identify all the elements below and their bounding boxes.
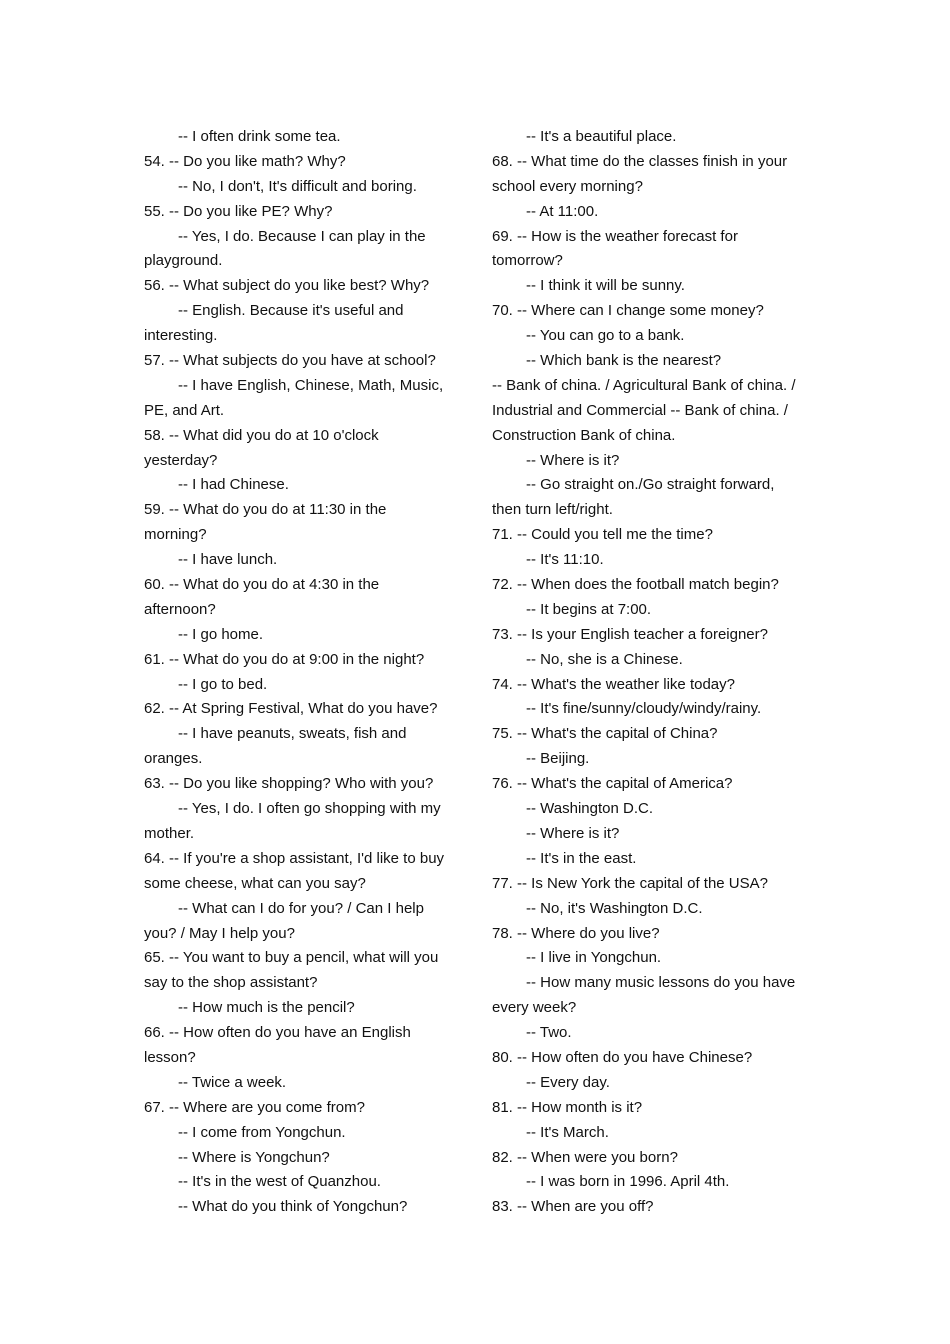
- text-line: 55. -- Do you like PE? Why?: [144, 202, 333, 220]
- text-line: 81. -- How month is it?: [492, 1098, 643, 1116]
- text-line: 64. -- If you're a shop assistant, I'd like to buy: [144, 849, 445, 867]
- text-line: 83. -- When are you off?: [492, 1198, 654, 1216]
- text-line: 74. -- What's the weather like today?: [492, 675, 735, 693]
- text-line: -- I go home.: [178, 625, 264, 643]
- text-line: -- English. Because it's useful and: [178, 302, 404, 320]
- text-line: 76. -- What's the capital of America?: [492, 775, 733, 793]
- text-line: -- It's 11:10.: [526, 551, 604, 569]
- text-line: 80. -- How often do you have Chinese?: [492, 1048, 753, 1066]
- text-line: -- Twice a week.: [178, 1073, 287, 1091]
- text-line: 57. -- What subjects do you have at school?: [144, 352, 436, 370]
- text-line: oranges.: [144, 750, 203, 768]
- text-line: -- Bank of china. / Agricultural Bank of china. /: [492, 376, 796, 394]
- text-line: -- It begins at 7:00.: [526, 600, 652, 618]
- text-line: 78. -- Where do you live?: [492, 924, 660, 942]
- text-line: 56. -- What subject do you like best? Why?: [144, 277, 430, 295]
- text-line: -- Beijing.: [526, 750, 590, 768]
- text-line: 63. -- Do you like shopping? Who with you?: [144, 775, 434, 793]
- text-line: PE, and Art.: [144, 401, 225, 419]
- text-line: -- I have lunch.: [178, 551, 278, 569]
- text-line: 77. -- Is New York the capital of the USA?: [492, 874, 768, 892]
- text-line: -- No, it's Washington D.C.: [526, 899, 703, 917]
- text-line: -- I was born in 1996. April 4th.: [526, 1173, 730, 1191]
- text-line: -- I have English, Chinese, Math, Music,: [178, 376, 444, 394]
- text-line: yesterday?: [144, 451, 218, 469]
- text-line: 68. -- What time do the classes finish in your: [492, 152, 788, 170]
- text-line: -- No, she is a Chinese.: [526, 650, 683, 668]
- text-line: tomorrow?: [492, 252, 563, 270]
- text-line: -- How many music lessons do you have: [526, 974, 796, 992]
- text-line: 67. -- Where are you come from?: [144, 1098, 365, 1116]
- text-line: -- Yes, I do. I often go shopping with my: [178, 800, 441, 818]
- text-line: school every morning?: [492, 177, 643, 195]
- text-line: -- Which bank is the nearest?: [526, 352, 722, 370]
- text-line: 60. -- What do you do at 4:30 in the: [144, 576, 380, 594]
- text-line: you? / May I help you?: [144, 924, 295, 942]
- text-line: 61. -- What do you do at 9:00 in the night?: [144, 650, 425, 668]
- text-line: -- Washington D.C.: [526, 800, 653, 818]
- text-line: -- It's a beautiful place.: [526, 128, 677, 145]
- text-line: -- It's fine/sunny/cloudy/windy/rainy.: [526, 700, 762, 718]
- text-line: 82. -- When were you born?: [492, 1148, 678, 1166]
- text-line: 66. -- How often do you have an English: [144, 1024, 411, 1042]
- text-line: -- You can go to a bank.: [526, 327, 685, 345]
- text-line: -- Every day.: [526, 1073, 610, 1091]
- text-line: lesson?: [144, 1048, 196, 1066]
- text-line: say to the shop assistant?: [144, 974, 318, 992]
- text-line: 69. -- How is the weather forecast for: [492, 227, 738, 245]
- text-line: then turn left/right.: [492, 501, 613, 519]
- text-line: 71. -- Could you tell me the time?: [492, 526, 713, 544]
- text-line: 72. -- When does the football match begin?: [492, 576, 779, 594]
- text-line: -- Where is it?: [526, 451, 620, 469]
- text-line: -- What can I do for you? / Can I help: [178, 899, 424, 917]
- text-line: 73. -- Is your English teacher a foreigner?: [492, 625, 768, 643]
- left-text-column: [144, 125, 464, 1220]
- text-line: -- I had Chinese.: [178, 476, 289, 494]
- text-line: some cheese, what can you say?: [144, 874, 366, 892]
- text-line: mother.: [144, 824, 195, 842]
- text-line: -- Where is Yongchun?: [178, 1148, 330, 1166]
- text-line: 54. -- Do you like math? Why?: [144, 152, 346, 170]
- text-line: -- It's March.: [526, 1123, 609, 1141]
- text-line: 62. -- At Spring Festival, What do you have?: [144, 700, 438, 718]
- text-line: -- Yes, I do. Because I can play in the: [178, 227, 426, 245]
- text-line: -- It's in the east.: [526, 849, 637, 867]
- text-line: -- I think it will be sunny.: [526, 277, 685, 295]
- text-line: -- No, I don't, It's difficult and boring.: [178, 177, 417, 195]
- text-line: 59. -- What do you do at 11:30 in the: [144, 501, 387, 519]
- text-line: Construction Bank of china.: [492, 426, 676, 444]
- text-line: interesting.: [144, 327, 218, 345]
- text-line: 58. -- What did you do at 10 o'clock: [144, 426, 379, 444]
- text-line: 75. -- What's the capital of China?: [492, 725, 718, 743]
- text-line: -- I go to bed.: [178, 675, 268, 693]
- text-line: playground.: [144, 252, 223, 270]
- text-line: -- Where is it?: [526, 824, 620, 842]
- text-line: -- I come from Yongchun.: [178, 1123, 346, 1141]
- text-line: -- It's in the west of Quanzhou.: [178, 1173, 381, 1191]
- text-line: 65. -- You want to buy a pencil, what will you: [144, 949, 439, 967]
- text-line: -- I have peanuts, sweats, fish and: [178, 725, 407, 743]
- text-line: -- How much is the pencil?: [178, 999, 355, 1017]
- text-line: -- At 11:00.: [526, 202, 599, 220]
- text-line: -- What do you think of Yongchun?: [178, 1198, 408, 1216]
- text-line: every week?: [492, 999, 577, 1017]
- text-line: afternoon?: [144, 600, 216, 618]
- text-line: Industrial and Commercial -- Bank of china. /: [492, 401, 788, 419]
- right-text-column: [492, 125, 812, 1220]
- text-line: -- Two.: [526, 1024, 572, 1042]
- text-line: -- Go straight on./Go straight forward,: [526, 476, 775, 494]
- text-line: 70. -- Where can I change some money?: [492, 302, 764, 320]
- text-line: morning?: [144, 526, 207, 544]
- text-line: -- I often drink some tea.: [178, 128, 341, 145]
- text-line: -- I live in Yongchun.: [526, 949, 662, 967]
